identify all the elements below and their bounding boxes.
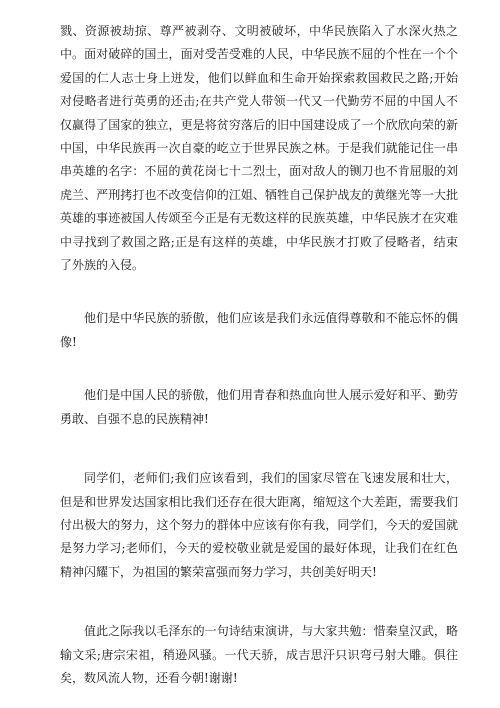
paragraph-call-to-study: 同学们，老师们;我们应该看到，我们的国家尽管在飞速发展和壮大，但是和世界发达国家相比我们还存在很大距离，缩短这个大差距，需要我们付出极大的努力，这个努力的群体中应该有你有我，同学们，今天的爱国就是努力学习;老师们，今天的爱校敬业就是爱国的最好体现，让我们在红色精神闪耀下，为祖国的繁荣富强而努力学习，共创美好明天! (60, 471, 458, 579)
document-page (60, 20, 458, 690)
paragraph-pride-nation: 他们是中华民族的骄傲，他们应该是我们永远值得尊敬和不能忘怀的偶像! (60, 311, 458, 349)
paragraph-history: 戮、资源被劫掠、尊严被剥夺、文明被破坏，中华民族陷入了水深火热之中。面对破碎的国土，面对受苦受难的人民，中华民族不屈的个性在一个个爱国的仁人志士身上迸发，他们以鲜血和生命开始探索救国救民之路;开始对侵略者进行英勇的还击;在共产党人带领一代又一代勤劳不屈的中国人不仅赢得了国家的独立，更是将贫穷落后的旧中国建设成了一个欣欣向荣的新中国，中华民族再一次自豪的屹立于世界民族之林。于是我们就能记住一串串英雄的名字：不屈的黄花岗七十二烈士，面对敌人的铡刀也不肯屈服的刘虎兰、严刑拷打也不改变信仰的江姐、牺牲自己保护战友的黄继光等一大批英雄的事迹被国人传颂至今正是有无数这样的民族英雄，中华民族才在灾难中寻找到了救国之路;正是有这样的英雄，中华民族才打败了侵略者，结束了外族的入侵。 (60, 24, 458, 273)
paragraph-pride-people: 他们是中国人民的骄傲，他们用青春和热血向世人展示爱好和平、勤劳勇敢、自强不息的民族精神! (60, 388, 458, 426)
paragraph-closing-poem: 值此之际我以毛泽东的一句诗结束演讲，与大家共勉：惜秦皇汉武，略输文采;唐宗宋祖，稍逊风骚。一代天骄，成吉思汗只识弯弓射大雕。俱往矣，数风流人物，还看今朝!谢谢! (60, 624, 458, 685)
